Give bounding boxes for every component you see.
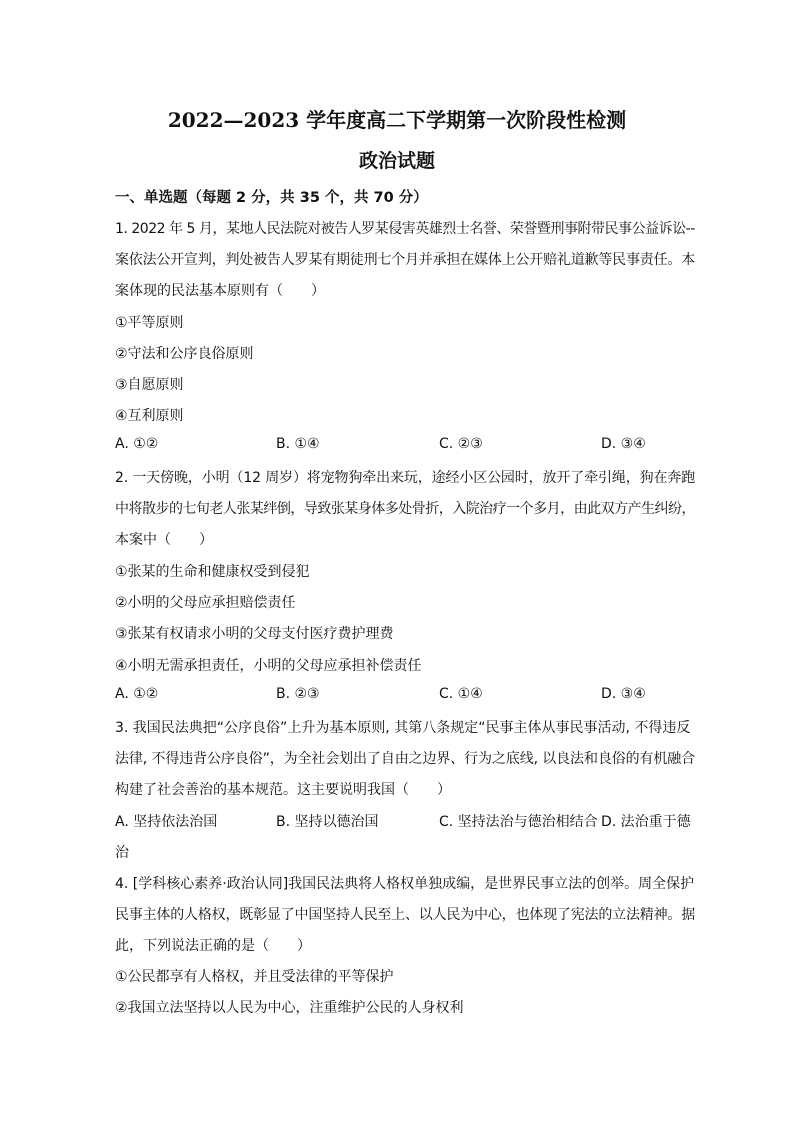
- q3-option-c[interactable]: C. 坚持法治与德治相结合: [439, 814, 598, 830]
- q1-statement: ①平等原则: [115, 315, 184, 331]
- exam-title: 2022—2023 学年度高二下学期第一次阶段性检测: [167, 108, 627, 132]
- q1-statement: ③自愿原则: [115, 377, 184, 393]
- q1-statement: ②守法和公序良俗原则: [115, 346, 254, 362]
- q1-stem-line: 案依法公开宣判，判处被告人罗某有期徒刑七个月并承担在媒体上公开赔礼道歉等民事责任。本: [115, 252, 695, 268]
- q1-stem-line: 案体现的民法基本原则有（ ）: [115, 283, 325, 299]
- q4-stem-line: 4. [学科核心素养·政治认同]我国民法典将人格权单独成编，是世界民事立法的创举。周全保护: [115, 876, 695, 892]
- q4-stem-line: 此，下列说法正确的是（ ）: [115, 938, 311, 954]
- q1-option-b[interactable]: B. ①④: [276, 436, 320, 452]
- q3-stem-line: 构建了社会善治的基本规范。这主要说明我国（ ）: [115, 782, 451, 798]
- section-heading: 一、单选题（每题 2 分，共 35 个，共 70 分）: [115, 190, 428, 206]
- q3-option-b[interactable]: B. 坚持以德治国: [276, 814, 379, 830]
- q2-option-b[interactable]: B. ②③: [276, 686, 320, 702]
- q4-statement: ②我国立法坚持以人民为中心，注重维护公民的人身权利: [115, 1000, 464, 1016]
- q2-statement: ③张某有权请求小明的父母支付医疗费护理费: [115, 626, 394, 642]
- q2-stem-line: 本案中（ ）: [115, 532, 213, 548]
- q2-statement: ①张某的生命和健康权受到侵犯: [115, 564, 310, 580]
- q3-option-d[interactable]: D. 法治重于德: [601, 814, 691, 830]
- q2-statement: ④小明无需承担责任，小明的父母应承担补偿责任: [115, 658, 422, 674]
- q3-option-d-wrap: 治: [115, 845, 129, 861]
- q1-option-c[interactable]: C. ②③: [439, 436, 483, 452]
- exam-subtitle: 政治试题: [358, 150, 435, 172]
- q2-option-a[interactable]: A. ①②: [115, 686, 159, 702]
- q2-stem-line: 2. 一天傍晚，小明（12 周岁）将宠物狗牵出来玩，途经小区公园时，放开了牵引绳，狗在奔跑: [115, 470, 696, 486]
- q1-option-d[interactable]: D. ③④: [601, 436, 646, 452]
- q4-statement: ①公民都享有人格权，并且受法律的平等保护: [115, 969, 394, 985]
- q4-stem-line: 民事主体的人格权，既彰显了中国坚持人民至上、以人民为中心，也体现了宪法的立法精神。据: [115, 907, 695, 923]
- q3-option-a[interactable]: A. 坚持依法治国: [115, 814, 218, 830]
- q2-option-c[interactable]: C. ①④: [439, 686, 483, 702]
- q2-statement: ②小明的父母应承担赔偿责任: [115, 595, 296, 611]
- q1-statement: ④互利原则: [115, 408, 184, 424]
- q1-option-a[interactable]: A. ①②: [115, 436, 159, 452]
- q2-option-d[interactable]: D. ③④: [601, 686, 646, 702]
- q3-stem-line: 法律, 不得违背公序良俗”，为全社会划出了自由之边界、行为之底线, 以良法和良俗的有机融合: [115, 751, 696, 767]
- q3-stem-line: 3. 我国民法典把“公序良俗”上升为基本原则, 其第八条规定“民事主体从事民事活动, 不得违反: [115, 720, 691, 736]
- q1-stem-line: 1. 2022 年 5 月，某地人民法院对被告人罗某侵害英雄烈士名誉、荣誉暨刑事附带民事公益诉讼--: [115, 221, 695, 237]
- q2-stem-line: 中将散步的七旬老人张某绊倒，导致张某身体多处骨折，入院治疗一个多月，由此双方产生纠纷，: [115, 501, 695, 517]
